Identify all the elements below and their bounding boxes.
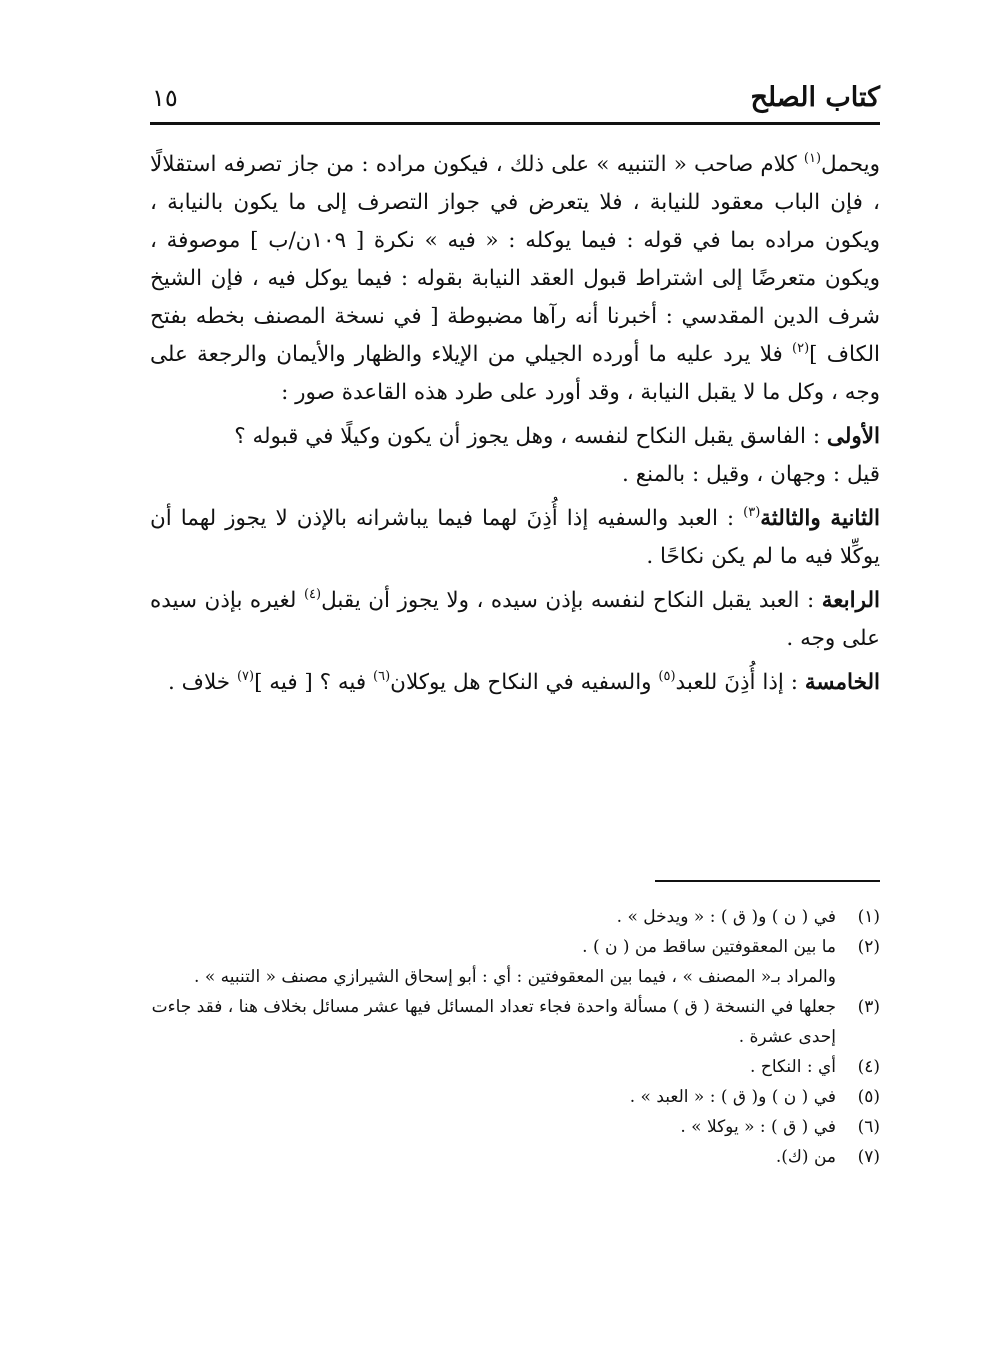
footnote-text: في ( ن ) و( ق ) : « العبد » . — [629, 1087, 836, 1107]
footnote-6 — [150, 1112, 880, 1142]
footnote-3 — [150, 992, 880, 1052]
text-run: : إذا أُذِنَ للعبد — [675, 670, 805, 695]
footnote-text: من (ك). — [775, 1147, 836, 1167]
footnote-ref: (٥) — [658, 669, 676, 684]
text-run: قيل : وجهان ، وقيل : بالمنع . — [622, 462, 880, 487]
footnote-5 — [150, 1082, 880, 1112]
case-label: الأولى — [826, 424, 880, 449]
text-run: : العبد والسفيه إذا أُذِنَ لهما فيما يباشرانه بالإذن لا يجوز لهما أن يوكِّلا فيه ما لم يكن نكاحًا . — [150, 506, 880, 569]
footnote-number: (٤) — [857, 1057, 880, 1077]
footnote-number: (١) — [857, 907, 880, 927]
footnote-number: (٢) — [857, 937, 880, 957]
text-run: والسفيه في النكاح هل يوكلان — [390, 670, 659, 695]
footnote-text: في ( ن ) و( ق ) : « ويدخل » . — [616, 907, 836, 927]
header-rule — [150, 122, 880, 125]
case-fourth — [150, 582, 880, 658]
text-run: فيه ؟ [ فيه ] — [254, 670, 374, 695]
footnote-text: جعلها في النسخة ( ق ) مسألة واحدة فجاء تعداد المسائل فيها عشر مسائل بخلاف هنا ، فقد جاءت إحدى عشرة . — [151, 997, 836, 1047]
footnote-2 — [150, 932, 880, 962]
footnotes — [150, 902, 880, 1172]
footnote-rule — [655, 880, 880, 882]
text-run: كلام صاحب « التنبيه » على ذلك ، فيكون مراده : من جاز تصرفه استقلالًا ، فإن الباب معقود للنيابة ، فلا يتعرض في جواز التصرف إلى ما يكون بالنيابة ، ويكون مراده بما في قوله : فيما يوكله : « فيه » نكرة [ ١٠٩ن/ب ] موصوفة ، ويكون متعرضًا إلى اشتراط قبول العقد النيابة بقوله : فيما يوكل فيه ، فإن الشيخ شرف الدين المقدسي : أخبرنا أنه رآها مضبوطة [ في نسخة المصنف بخطه بفتح الكاف ] — [150, 152, 880, 367]
footnote-number: (٧) — [857, 1147, 880, 1167]
footnote-ref: (٤) — [303, 587, 322, 602]
case-label: الخامسة — [804, 670, 880, 695]
case-label: الثانية والثالثة — [760, 506, 880, 531]
footnote-text: في ( ق ) : « يوكلا » . — [680, 1117, 836, 1137]
footnote-number: (٦) — [857, 1117, 880, 1137]
text-run: خلاف . — [168, 670, 237, 695]
text-run: لغيره بإذن سيده على وجه . — [150, 588, 880, 651]
case-first-answer — [150, 456, 880, 494]
footnote-1 — [150, 902, 880, 932]
footnote-number: (٣) — [857, 997, 880, 1017]
paragraph-intro — [150, 146, 880, 412]
footnote-ref: (٣) — [743, 505, 761, 520]
running-head — [150, 82, 880, 122]
text-run: ويحمل — [821, 152, 880, 177]
case-fifth — [150, 664, 880, 702]
case-second-third — [150, 500, 880, 576]
footnote-7 — [150, 1142, 880, 1172]
main-text — [150, 146, 880, 702]
page-number: ١٥ — [152, 84, 178, 112]
footnote-ref: (٦) — [373, 669, 391, 684]
footnote-number: (٥) — [857, 1087, 880, 1107]
case-label: الرابعة — [821, 588, 880, 613]
footnote-4 — [150, 1052, 880, 1082]
text-run: : العبد يقبل النكاح لنفسه بإذن سيده ، ولا يجوز أن يقبل — [321, 588, 822, 613]
footnote-ref: (٢) — [792, 341, 810, 356]
footnote-text: أي : النكاح . — [750, 1057, 836, 1077]
running-title: كتاب الصلح — [750, 82, 880, 113]
book-page — [150, 70, 880, 1310]
text-run: فلا يرد عليه ما أورده الجيلي من الإيلاء والظهار والأيمان والرجعة على وجه ، وكل ما لا يقبل النيابة ، وقد أورد على طرد هذه القاعدة صور : — [150, 342, 880, 405]
case-first — [150, 418, 880, 456]
footnote-ref: (١) — [803, 151, 822, 166]
footnote-ref: (٧) — [236, 669, 255, 684]
text-run: : الفاسق يقبل النكاح لنفسه ، وهل يجوز أن يكون وكيلًا في قبوله ؟ — [234, 424, 827, 449]
footnote-text: ما بين المعقوفتين ساقط من ( ن ) . — [582, 937, 836, 957]
footnote-2-note: والمراد بـ« المصنف » ، فيما بين المعقوفتين : أي : أبو إسحاق الشيرازي مصنف « التنبيه » . — [194, 967, 836, 987]
